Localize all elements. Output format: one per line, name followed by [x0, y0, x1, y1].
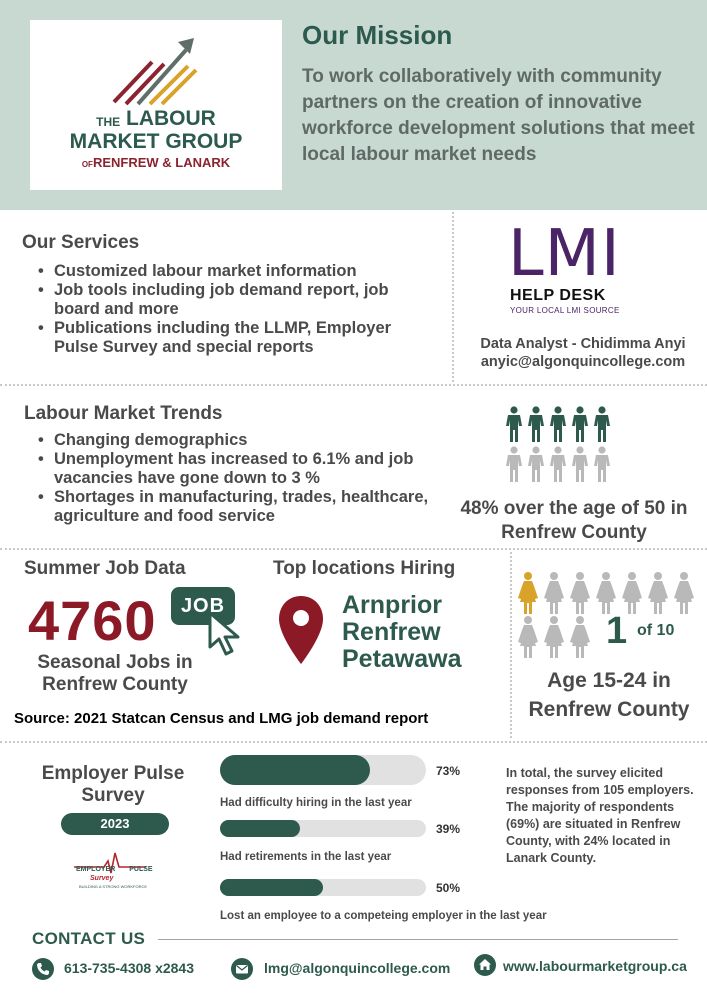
progress-fill	[220, 879, 323, 896]
divider	[0, 741, 707, 743]
city-name: Arnprior	[342, 591, 442, 619]
divider	[0, 384, 707, 386]
trends-list	[34, 431, 434, 526]
progress-bar	[220, 820, 426, 837]
person-icon	[570, 616, 590, 658]
analyst-contact	[463, 335, 703, 371]
youth-ratio-of: of 10	[637, 622, 675, 639]
year-badge: 2023	[61, 813, 169, 835]
pulse-logo-line3: BUILDING A STRONG WORKFORCE	[79, 884, 148, 889]
lmg-logo	[30, 20, 282, 190]
contact-email[interactable]: lmg@algonquincollege.com	[264, 960, 451, 976]
progress-fill	[220, 820, 300, 837]
person-icon	[528, 446, 544, 482]
list-item: • Unemployment has increased to 6.1% and job vacancies have gone down to 3 %	[34, 450, 434, 488]
cursor-icon	[206, 609, 244, 659]
progress-fill	[220, 755, 370, 785]
person-icon	[544, 616, 564, 658]
divider	[452, 212, 454, 382]
bar-label: Had retirements in the last year	[220, 851, 392, 863]
analyst-email[interactable]: anyic@algonquincollege.com	[480, 354, 686, 370]
age-50-stat: 48% over the age of 50 in Renfrew County	[460, 498, 688, 543]
pulse-logo-line1: EMPLOYER PULSE	[76, 866, 153, 873]
bar-percent: 50%	[436, 881, 461, 895]
person-icon	[544, 572, 564, 614]
seasonal-jobs-label: Seasonal Jobs in Renfrew County	[37, 652, 193, 695]
divider	[510, 552, 512, 738]
bar-percent: 39%	[436, 822, 461, 836]
person-icon	[506, 406, 522, 442]
mission-header	[0, 0, 707, 210]
lmg-logo-arrows-icon	[108, 32, 204, 108]
home-icon	[474, 954, 496, 976]
logo-line1: $^{THE}$ LABOUR	[96, 107, 216, 130]
services-title: Our Services	[22, 232, 140, 253]
bar-label: Had difficulty hiring in the last year	[220, 797, 412, 809]
person-icon	[594, 406, 610, 442]
source-note: Source: 2021 Statcan Census and LMG job demand report	[14, 710, 429, 727]
person-icon	[674, 572, 694, 614]
lmi-help-desk: HELP DESK	[510, 287, 606, 304]
contact-title: CONTACT US	[32, 929, 146, 948]
logo-line3: OFRENFREW & LANARK	[81, 155, 231, 170]
services-list	[34, 262, 434, 357]
analyst-name: Data Analyst - Chidimma Anyi	[480, 336, 686, 352]
contact-website[interactable]: www.labourmarketgroup.ca	[503, 958, 687, 974]
list-item: • Publications including the LLMP, Employer Pulse Survey and special reports	[34, 319, 434, 357]
pulse-logo-line2: Survey	[90, 875, 114, 882]
person-icon	[518, 616, 538, 658]
job-badge: JOB	[171, 587, 235, 625]
list-item: • Changing demographics	[34, 431, 434, 450]
pulse-title: Employer Pulse Survey	[41, 763, 185, 806]
mission-text: To work collaboratively with community partners on the creation of innovative workforce development solutions that meet local labour market needs	[302, 66, 695, 165]
phone-icon	[32, 958, 54, 980]
email-icon	[231, 958, 253, 980]
person-icon	[570, 572, 590, 614]
mission-title: Our Mission	[302, 20, 453, 50]
divider	[0, 548, 707, 550]
bar-percent: 73%	[436, 764, 461, 778]
person-icon	[572, 446, 588, 482]
summer-title: Summer Job Data	[24, 558, 186, 579]
location-pin-icon	[276, 594, 326, 666]
bar-label: Lost an employee to a competeing employer in the last year	[220, 910, 547, 922]
person-icon	[622, 572, 642, 614]
person-icon	[506, 446, 522, 482]
person-icon	[572, 406, 588, 442]
logo-line2: MARKET GROUP	[69, 130, 243, 153]
list-item: • Job tools including job demand report, job board and more	[34, 281, 434, 319]
contact-phone[interactable]: 613-735-4308 x2843	[64, 960, 195, 976]
locations-title: Top locations Hiring	[273, 558, 456, 579]
hiring-cities	[342, 592, 462, 673]
trends-title: Labour Market Trends	[24, 403, 223, 424]
lmi-tagline: YOUR LOCAL LMI SOURCE	[510, 306, 620, 315]
person-icon	[550, 406, 566, 442]
survey-summary: In total, the survey elicited responses from 105 employers. The majority of respondents (69%) are situated in Renfrew County, with 24% located in Lanark County.	[506, 766, 694, 865]
youth-age-label: Age 15-24 in Renfrew County	[528, 669, 690, 721]
city-name: Petawawa	[342, 645, 462, 673]
person-icon	[596, 572, 616, 614]
divider	[158, 939, 678, 940]
city-name: Renfrew	[342, 618, 441, 646]
progress-bar	[220, 879, 426, 896]
lmi-logo-text: LMI	[508, 217, 621, 291]
progress-bar	[220, 755, 426, 785]
list-item: • Shortages in manufacturing, trades, healthcare, agriculture and food service	[34, 488, 434, 526]
person-icon	[594, 446, 610, 482]
person-icon	[648, 572, 668, 614]
person-icon	[528, 406, 544, 442]
person-icon	[550, 446, 566, 482]
youth-ratio-number: 1	[606, 610, 628, 652]
person-icon	[518, 572, 538, 614]
list-item: • Customized labour market information	[34, 262, 434, 281]
age-people-graphic	[505, 404, 617, 486]
seasonal-jobs-number: 4760	[28, 589, 157, 652]
